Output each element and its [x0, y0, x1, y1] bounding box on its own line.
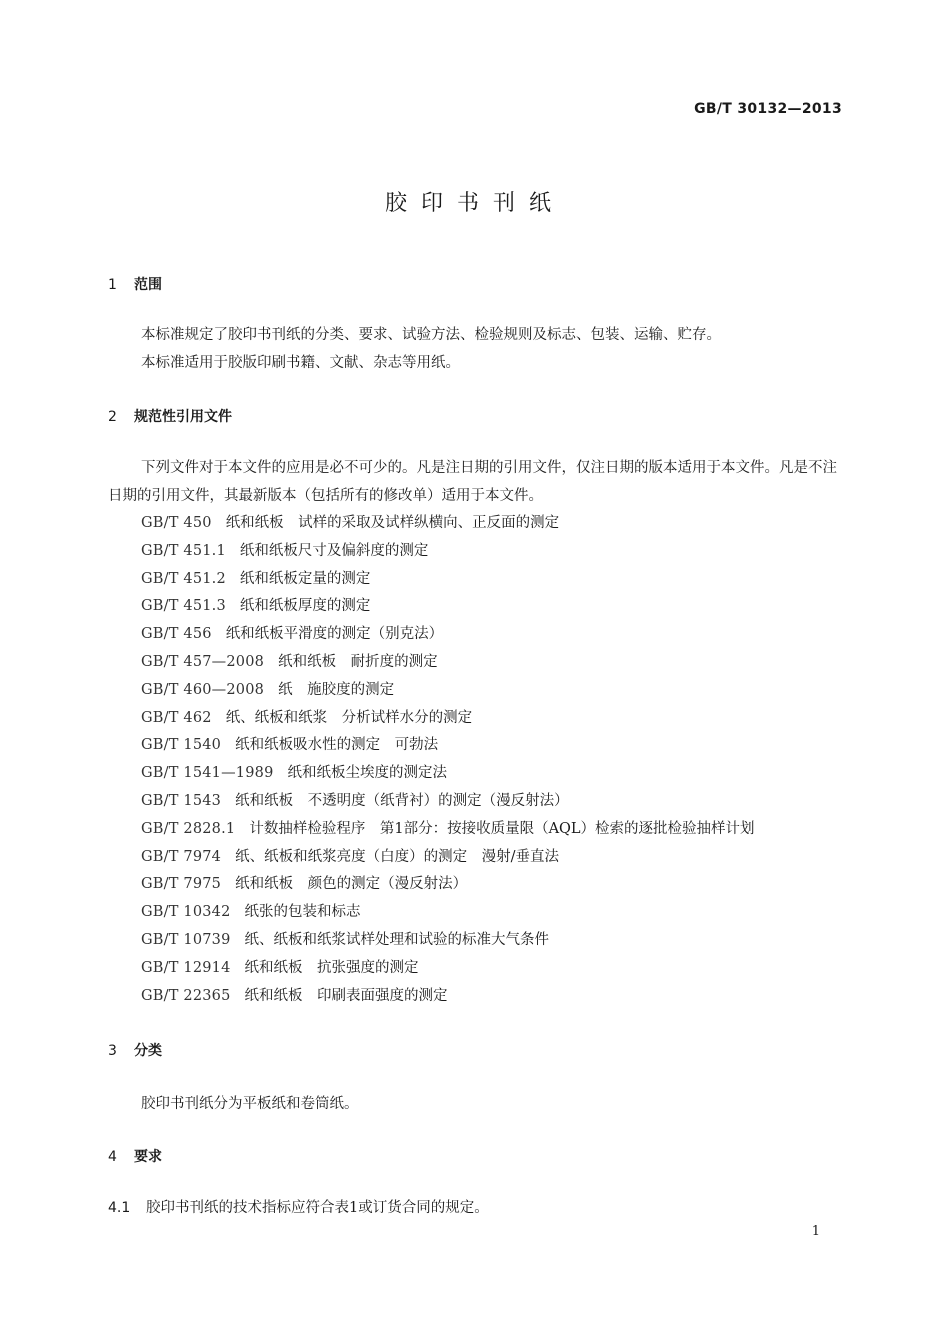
section-1-heading — [108, 274, 162, 294]
reference-item — [141, 788, 755, 816]
reference-item — [141, 593, 755, 621]
reference-code: GB/T 460—2008 — [141, 681, 265, 698]
reference-item — [141, 844, 755, 872]
reference-code: GB/T 1543 — [141, 792, 222, 809]
reference-code: GB/T 1541—1989 — [141, 765, 274, 782]
intro-text: 下列文件对于本文件的应用是必不可少的。凡是注日期的引用文件，仅注日期的版本适用于本文件。凡是不注日期的引用文件，其最新版本（包括所有的修改单）适用于本文件。 — [108, 460, 837, 504]
reference-code: GB/T 451.3 — [141, 598, 226, 615]
reference-item — [141, 621, 755, 649]
reference-code: GB/T 2828.1 — [141, 820, 236, 837]
section-4-heading — [108, 1146, 162, 1166]
reference-item — [141, 510, 755, 538]
reference-title: 纸、纸板和纸浆 分析试样水分的测定 — [225, 709, 473, 726]
reference-item — [141, 871, 755, 899]
reference-code: GB/T 451.2 — [141, 570, 226, 587]
reference-title: 纸和纸板定量的测定 — [239, 570, 371, 587]
reference-title: 纸和纸板 抗张强度的测定 — [244, 959, 419, 976]
reference-item — [141, 983, 755, 1011]
section-3-heading — [108, 1040, 162, 1060]
reference-item — [141, 927, 755, 955]
page-number: 1 — [811, 1224, 820, 1239]
clause-4-1 — [108, 1196, 489, 1217]
reference-item — [141, 760, 755, 788]
reference-item — [141, 566, 755, 594]
section-number: 4 — [108, 1149, 117, 1165]
clause-text: 胶印书刊纸的技术指标应符合表1或订货合同的规定。 — [146, 1200, 489, 1216]
section-number: 3 — [108, 1043, 117, 1059]
reference-item — [141, 732, 755, 760]
section-title: 要求 — [134, 1149, 162, 1165]
reference-code: GB/T 462 — [141, 709, 212, 726]
reference-title: 纸和纸板 试样的采取及试样纵横向、正反面的测定 — [225, 515, 560, 531]
reference-code: GB/T 456 — [141, 626, 212, 643]
section-title: 分类 — [134, 1043, 162, 1059]
clause-number: 4.1 — [108, 1200, 131, 1216]
section-number: 2 — [108, 409, 117, 425]
reference-code: GB/T 10342 — [141, 904, 231, 921]
reference-code: GB/T 7975 — [141, 876, 222, 893]
reference-title: 纸、纸板和纸浆试样处理和试验的标准大气条件 — [244, 931, 550, 948]
reference-title: 纸和纸板平滑度的测定（别克法） — [225, 626, 444, 643]
reference-code: GB/T 7974 — [141, 848, 222, 865]
document-title: 胶印书刊纸 — [384, 191, 565, 216]
reference-title: 纸和纸板 耐折度的测定 — [278, 653, 438, 670]
reference-title: 纸 施胶度的测定 — [278, 681, 395, 698]
reference-code: GB/T 457—2008 — [141, 653, 265, 670]
section-3-text: 胶印书刊纸分为平板纸和卷筒纸。 — [141, 1096, 359, 1112]
section-title: 规范性引用文件 — [134, 409, 232, 425]
reference-title: 纸和纸板 颜色的测定（漫反射法） — [235, 876, 468, 893]
section-title: 范围 — [134, 277, 162, 293]
reference-item — [141, 677, 755, 705]
section-1-line-2: 本标准适用于胶版印刷书籍、文献、杂志等用纸。 — [141, 355, 460, 371]
section-2-heading — [108, 406, 232, 426]
reference-title: 纸和纸板 印刷表面强度的测定 — [244, 987, 448, 1004]
reference-item — [141, 955, 755, 983]
reference-title: 纸和纸板 不透明度（纸背衬）的测定（漫反射法） — [235, 792, 569, 809]
section-number: 1 — [108, 277, 117, 293]
reference-code: GB/T 12914 — [141, 959, 231, 976]
reference-code: GB/T 451.1 — [141, 542, 226, 559]
reference-item — [141, 538, 755, 566]
reference-list — [141, 510, 755, 1010]
reference-title: 纸张的包装和标志 — [244, 904, 361, 921]
reference-title: 计数抽样检验程序 第1部分：按接收质量限（AQL）检索的逐批检验抽样计划 — [249, 820, 755, 837]
reference-item — [141, 816, 755, 844]
reference-title: 纸、纸板和纸浆亮度（白度）的测定 漫射/垂直法 — [235, 848, 559, 865]
reference-item — [141, 899, 755, 927]
reference-code: GB/T 10739 — [141, 931, 231, 948]
reference-code: GB/T 22365 — [141, 987, 231, 1004]
section-2-intro — [108, 454, 848, 510]
reference-title: 纸和纸板厚度的测定 — [239, 598, 371, 615]
standard-code: GB/T 30132—2013 — [694, 101, 842, 117]
reference-item — [141, 649, 755, 677]
reference-code: GB/T 450 — [141, 515, 212, 531]
reference-title: 纸和纸板尘埃度的测定法 — [287, 765, 448, 782]
reference-title: 纸和纸板尺寸及偏斜度的测定 — [239, 542, 429, 559]
section-1-line-1: 本标准规定了胶印书刊纸的分类、要求、试验方法、检验规则及标志、包装、运输、贮存。 — [141, 327, 721, 343]
reference-code: GB/T 1540 — [141, 737, 222, 754]
reference-title: 纸和纸板吸水性的测定 可勃法 — [235, 737, 439, 754]
reference-item — [141, 705, 755, 733]
